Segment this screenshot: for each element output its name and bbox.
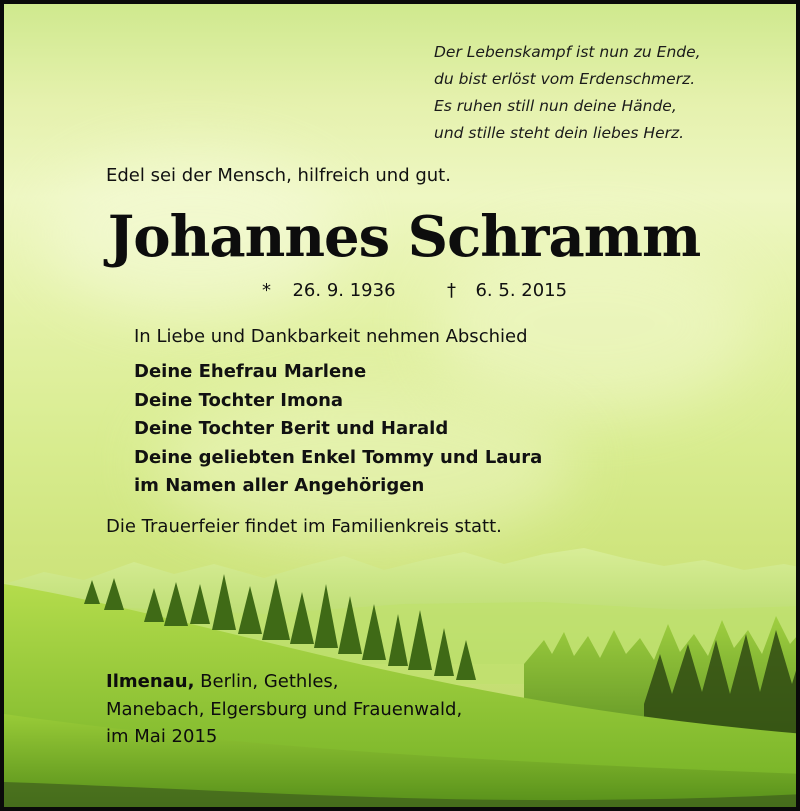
poem-line: du bist erlöst vom Erdenschmerz. (434, 70, 696, 88)
mourner-line: im Namen aller Angehörigen (134, 475, 425, 496)
poem (434, 39, 701, 147)
birth-date: 26. 9. 1936 (292, 280, 396, 301)
deceased-name: Johannes Schramm (107, 204, 701, 270)
places-and-date (106, 668, 462, 751)
other-places: Berlin, Gethles, (194, 671, 339, 692)
mourner-line: Deine Ehefrau Marlene (134, 361, 367, 382)
motto: Edel sei der Mensch, hilfreich und gut. (106, 165, 451, 186)
ceremony-note: Die Trauerfeier findet im Familienkreis statt. (106, 516, 502, 537)
mourners-list (134, 358, 542, 501)
places-line (106, 668, 462, 696)
places-line: Manebach, Elgersburg und Frauenwald, (106, 698, 463, 720)
mourner-line: Deine Tochter Berit und Harald (134, 418, 449, 439)
primary-place: Ilmenau, (106, 671, 195, 692)
date-line: im Mai 2015 (106, 726, 218, 747)
life-dates (262, 280, 567, 301)
poem-line: Der Lebenskampf ist nun zu Ende, (434, 43, 701, 61)
poem-line: Es ruhen still nun deine Hände, (434, 97, 677, 115)
mourner-line: Deine Tochter Imona (134, 389, 344, 411)
poem-line: und stille steht dein liebes Herz. (434, 124, 685, 142)
farewell-intro: In Liebe und Dankbarkeit nehmen Abschied (134, 326, 528, 347)
death-date: 6. 5. 2015 (475, 280, 568, 301)
birth-symbol: * (262, 280, 271, 301)
death-symbol: † (447, 280, 456, 301)
mourner-line: Deine geliebten Enkel Tommy und Laura (134, 446, 543, 468)
